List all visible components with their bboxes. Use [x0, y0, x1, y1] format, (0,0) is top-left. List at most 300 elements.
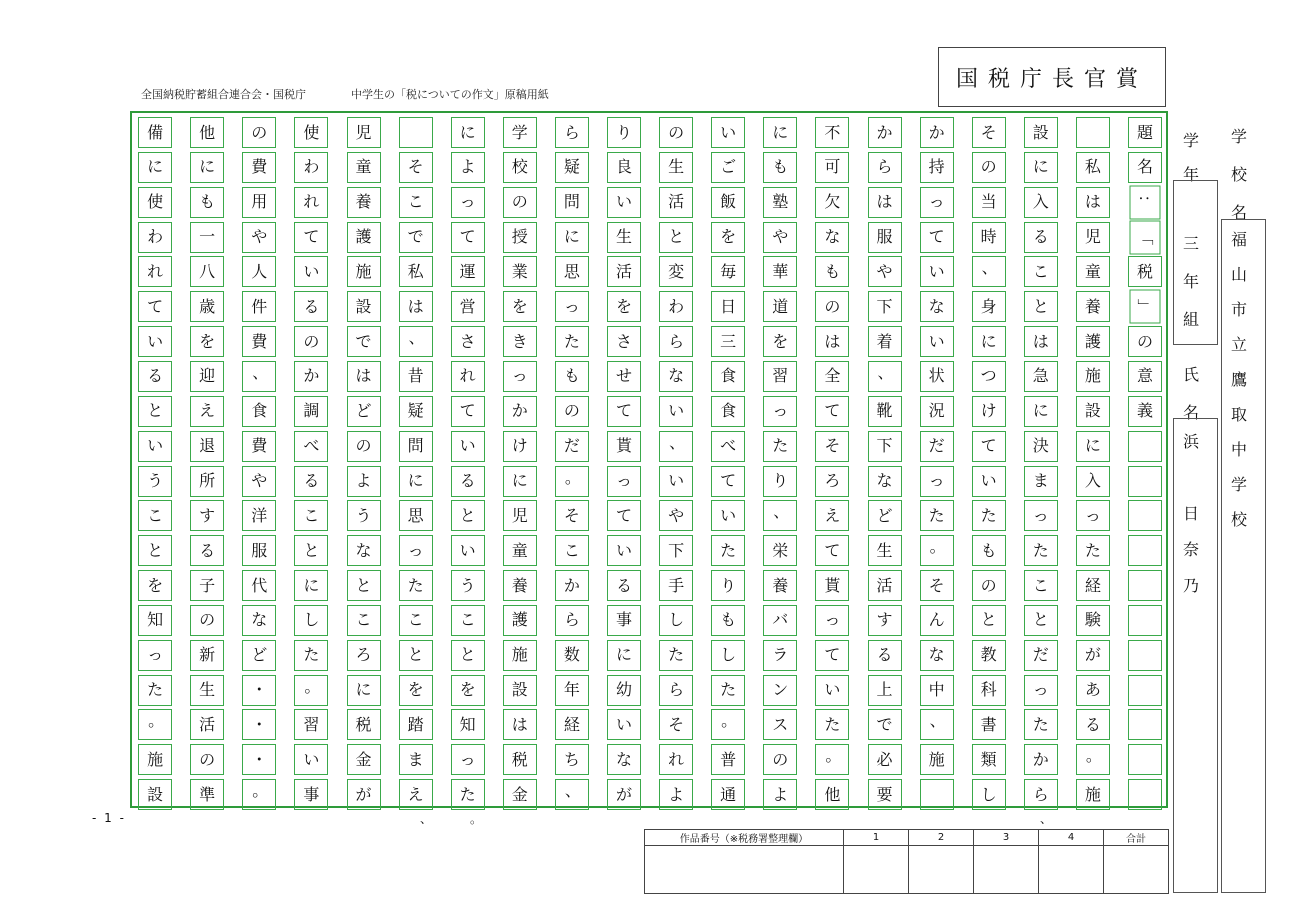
manuscript-cell: 華: [763, 256, 797, 287]
manuscript-cell: バ: [763, 605, 797, 636]
manuscript-cell: 、: [972, 256, 1006, 287]
manuscript-cell: た: [972, 500, 1006, 531]
manuscript-cell: 思: [399, 500, 433, 531]
manuscript-cell: 意: [1128, 361, 1162, 392]
organizer-text: 全国納税貯蓄組合連合会・国税庁: [141, 88, 306, 101]
manuscript-cell: 一: [190, 222, 224, 253]
manuscript-cell: っ: [920, 466, 954, 497]
manuscript-cell: る: [294, 466, 328, 497]
manuscript-cell: 服: [868, 222, 902, 253]
manuscript-cell: っ: [399, 535, 433, 566]
manuscript-cell: 養: [763, 570, 797, 601]
manuscript-cell: に: [1024, 152, 1058, 183]
manuscript-cell: さ: [451, 326, 485, 357]
manuscript-cell: た: [659, 640, 693, 671]
page-number: - 1 -: [92, 811, 126, 825]
manuscript-cell: 設: [1076, 396, 1110, 427]
manuscript-cell: う: [138, 466, 172, 497]
manuscript-cell: つ: [972, 361, 1006, 392]
manuscript-cell: 。: [920, 535, 954, 566]
manuscript-cell: 経: [555, 709, 589, 740]
manuscript-cell: と: [451, 640, 485, 671]
manuscript-cell: [920, 779, 954, 810]
manuscript-cell: 営: [451, 291, 485, 322]
manuscript-cell: そ: [399, 152, 433, 183]
manuscript-cell: 施: [503, 640, 537, 671]
vertical-char: 校: [1230, 510, 1247, 529]
manuscript-cell: [1128, 744, 1162, 775]
manuscript-cell: や: [659, 500, 693, 531]
manuscript-cell: せ: [607, 361, 641, 392]
manuscript-cell: 、: [920, 709, 954, 740]
vertical-char: 福: [1230, 230, 1247, 249]
manuscript-cell: や: [868, 256, 902, 287]
manuscript-cell: そ: [815, 431, 849, 462]
manuscript-cell: な: [347, 535, 381, 566]
manuscript-cell: ら: [659, 675, 693, 706]
manuscript-cell: 活: [190, 709, 224, 740]
manuscript-cell: ら: [555, 117, 589, 148]
manuscript-cell: 知: [451, 709, 485, 740]
manuscript-cell: [1128, 500, 1162, 531]
manuscript-cell: か: [294, 361, 328, 392]
manuscript-cell: っ: [451, 744, 485, 775]
manuscript-cell: そ: [972, 117, 1006, 148]
manuscript-cell: い: [711, 117, 745, 148]
manuscript-cell: 、: [399, 326, 433, 357]
manuscript-cell: れ: [138, 256, 172, 287]
manuscript-cell: [399, 117, 433, 148]
manuscript-cell: っ: [920, 187, 954, 218]
manuscript-cell: ま: [399, 744, 433, 775]
manuscript-cell: 道: [763, 291, 797, 322]
manuscript-cell: て: [607, 500, 641, 531]
manuscript-cell: 私: [399, 256, 433, 287]
manuscript-cell: 施: [347, 256, 381, 287]
manuscript-cell: 備: [138, 117, 172, 148]
manuscript-cell: 用: [242, 187, 276, 218]
manuscript-cell: は: [1024, 326, 1058, 357]
manuscript-cell: そ: [555, 500, 589, 531]
manuscript-cell: っ: [1024, 675, 1058, 706]
manuscript-cell: れ: [294, 187, 328, 218]
manuscript-cell: 手: [659, 570, 693, 601]
manuscript-cell: は: [503, 709, 537, 740]
manuscript-cell: 金: [503, 779, 537, 810]
manuscript-cell: 状: [920, 361, 954, 392]
manuscript-cell: 歳: [190, 291, 224, 322]
manuscript-cell: 問: [399, 431, 433, 462]
vertical-char: 学: [1182, 131, 1199, 150]
manuscript-cell: 使: [294, 117, 328, 148]
manuscript-cell: 塾: [763, 187, 797, 218]
manuscript-grid: [130, 111, 1168, 808]
manuscript-cell: に: [138, 152, 172, 183]
manuscript-cell: 疑: [555, 152, 589, 183]
manuscript-cell: 活: [659, 187, 693, 218]
manuscript-cell: 昔: [399, 361, 433, 392]
manuscript-cell: の: [659, 117, 693, 148]
stray-comma-2: 、: [1040, 812, 1053, 826]
manuscript-cell: 退: [190, 431, 224, 462]
manuscript-cell: 必: [868, 744, 902, 775]
manuscript-cell: 。: [138, 709, 172, 740]
manuscript-cell: て: [815, 535, 849, 566]
manuscript-cell: 設: [1024, 117, 1058, 148]
manuscript-cell: 生: [607, 222, 641, 253]
manuscript-cell: 入: [1076, 466, 1110, 497]
manuscript-cell: す: [190, 500, 224, 531]
manuscript-cell: か: [555, 570, 589, 601]
manuscript-cell: こ: [138, 500, 172, 531]
manuscript-cell: の: [242, 117, 276, 148]
manuscript-cell: に: [607, 640, 641, 671]
manuscript-cell: あ: [1076, 675, 1110, 706]
manuscript-cell: 時: [972, 222, 1006, 253]
manuscript-cell: れ: [659, 744, 693, 775]
manuscript-cell: い: [815, 675, 849, 706]
manuscript-cell: た: [1024, 709, 1058, 740]
vertical-char: 学: [1230, 475, 1247, 494]
manuscript-cell: た: [711, 535, 745, 566]
manuscript-cell: ろ: [347, 640, 381, 671]
manuscript-cell: し: [972, 779, 1006, 810]
manuscript-cell: を: [399, 675, 433, 706]
manuscript-cell: た: [451, 779, 485, 810]
manuscript-cell: 数: [555, 640, 589, 671]
manuscript-cell: と: [451, 500, 485, 531]
manuscript-cell: け: [503, 431, 537, 462]
manuscript-cell: 。: [555, 466, 589, 497]
manuscript-cell: る: [190, 535, 224, 566]
score-header-1: 1: [844, 830, 909, 846]
manuscript-cell: て: [815, 396, 849, 427]
manuscript-cell: の: [972, 152, 1006, 183]
manuscript-cell: を: [607, 291, 641, 322]
award-box: 国税庁長官賞: [938, 47, 1166, 107]
manuscript-cell: さ: [607, 326, 641, 357]
manuscript-cell: え: [815, 500, 849, 531]
manuscript-cell: い: [607, 187, 641, 218]
manuscript-cell: 。: [1076, 744, 1110, 775]
manuscript-cell: 税: [347, 709, 381, 740]
manuscript-cell: [1128, 570, 1162, 601]
manuscript-cell: と: [1024, 605, 1058, 636]
manuscript-cell: 通: [711, 779, 745, 810]
score-header-3: 3: [974, 830, 1039, 846]
manuscript-cell: 業: [503, 256, 537, 287]
vertical-char: 氏: [1182, 365, 1199, 384]
manuscript-cell: い: [972, 466, 1006, 497]
manuscript-cell: れ: [451, 361, 485, 392]
manuscript-cell: 要: [868, 779, 902, 810]
manuscript-cell: や: [242, 466, 276, 497]
manuscript-cell: い: [451, 535, 485, 566]
manuscript-cell: [1128, 779, 1162, 810]
manuscript-cell: っ: [1076, 500, 1110, 531]
score-header-2: 2: [909, 830, 974, 846]
manuscript-cell: て: [294, 222, 328, 253]
manuscript-cell: た: [399, 570, 433, 601]
manuscript-cell: 。: [242, 779, 276, 810]
manuscript-cell: い: [451, 431, 485, 462]
manuscript-cell: た: [1024, 535, 1058, 566]
manuscript-cell: る: [451, 466, 485, 497]
manuscript-cell: が: [607, 779, 641, 810]
vertical-char: 学: [1230, 127, 1247, 146]
manuscript-cell: 護: [1076, 326, 1110, 357]
manuscript-cell: い: [607, 535, 641, 566]
manuscript-cell: に: [555, 222, 589, 253]
manuscript-cell: 代: [242, 570, 276, 601]
manuscript-cell: の: [190, 744, 224, 775]
manuscript-cell: の: [503, 187, 537, 218]
manuscript-cell: に: [399, 466, 433, 497]
manuscript-cell: な: [868, 466, 902, 497]
manuscript-cell: な: [920, 640, 954, 671]
manuscript-cell: 所: [190, 466, 224, 497]
manuscript-cell: ら: [868, 152, 902, 183]
manuscript-cell: 服: [242, 535, 276, 566]
manuscript-cell: 。: [711, 709, 745, 740]
manuscript-cell: 踏: [399, 709, 433, 740]
manuscript-cell: 、: [659, 431, 693, 462]
manuscript-cell: の: [190, 605, 224, 636]
manuscript-cell: 食: [711, 396, 745, 427]
grade-value: [1181, 225, 1201, 339]
manuscript-cell: を: [503, 291, 537, 322]
vertical-char: 校: [1230, 165, 1247, 184]
manuscript-cell: っ: [503, 361, 537, 392]
manuscript-cell: 活: [868, 570, 902, 601]
manuscript-cell: た: [138, 675, 172, 706]
manuscript-cell: っ: [555, 291, 589, 322]
manuscript-cell: [1128, 709, 1162, 740]
manuscript-cell: ・: [242, 709, 276, 740]
manuscript-cell: の: [347, 431, 381, 462]
score-cell-3: [974, 846, 1039, 894]
manuscript-cell: 年: [555, 675, 589, 706]
manuscript-cell: こ: [1024, 256, 1058, 287]
manuscript-cell: わ: [138, 222, 172, 253]
manuscript-cell: 児: [347, 117, 381, 148]
manuscript-cell: て: [451, 222, 485, 253]
manuscript-cell: 中: [920, 675, 954, 706]
manuscript-cell: だ: [1024, 640, 1058, 671]
vertical-char: 取: [1230, 405, 1247, 424]
score-header-total: 合計: [1104, 830, 1169, 846]
manuscript-cell: わ: [659, 291, 693, 322]
manuscript-cell: は: [347, 361, 381, 392]
manuscript-cell: も: [815, 256, 849, 287]
vertical-char: 名: [1230, 203, 1247, 222]
manuscript-cell: た: [711, 675, 745, 706]
manuscript-cell: 護: [503, 605, 537, 636]
manuscript-cell: こ: [399, 605, 433, 636]
manuscript-cell: と: [294, 535, 328, 566]
manuscript-cell: を: [711, 222, 745, 253]
manuscript-cell: [1128, 466, 1162, 497]
manuscript-cell: 税: [503, 744, 537, 775]
manuscript-cell: 身: [972, 291, 1006, 322]
manuscript-cell: [1128, 640, 1162, 671]
manuscript-cell: ど: [242, 640, 276, 671]
score-cell-1: [844, 846, 909, 894]
manuscript-cell: し: [659, 605, 693, 636]
vertical-char: 山: [1230, 265, 1247, 284]
manuscript-cell: 変: [659, 256, 693, 287]
manuscript-cell: で: [347, 326, 381, 357]
manuscript-cell: は: [815, 326, 849, 357]
manuscript-cell: な: [242, 605, 276, 636]
manuscript-cell: の: [763, 744, 797, 775]
manuscript-cell: [1128, 431, 1162, 462]
manuscript-cell: 準: [190, 779, 224, 810]
manuscript-cell: ま: [1024, 466, 1058, 497]
manuscript-cell: 、: [242, 361, 276, 392]
manuscript-cell: と: [1024, 291, 1058, 322]
manuscript-cell: 当: [972, 187, 1006, 218]
manuscript-cell: り: [607, 117, 641, 148]
manuscript-cell: べ: [294, 431, 328, 462]
manuscript-cell: か: [503, 396, 537, 427]
manuscript-cell: い: [138, 326, 172, 357]
manuscript-cell: っ: [763, 396, 797, 427]
manuscript-cell: と: [138, 396, 172, 427]
manuscript-cell: 題: [1128, 117, 1162, 148]
manuscript-cell: て: [607, 396, 641, 427]
manuscript-cell: と: [399, 640, 433, 671]
vertical-char: 乃: [1182, 576, 1199, 595]
manuscript-cell: っ: [815, 605, 849, 636]
name-value: [1181, 424, 1201, 604]
manuscript-cell: る: [138, 361, 172, 392]
manuscript-cell: に: [1024, 396, 1058, 427]
manuscript-cell: よ: [451, 152, 485, 183]
vertical-char: 市: [1230, 300, 1247, 319]
manuscript-cell: た: [763, 431, 797, 462]
manuscript-cell: う: [451, 570, 485, 601]
manuscript-cell: ・: [242, 675, 276, 706]
manuscript-cell: い: [607, 709, 641, 740]
manuscript-cell: 新: [190, 640, 224, 671]
manuscript-cell: 幼: [607, 675, 641, 706]
manuscript-cell: は: [399, 291, 433, 322]
manuscript-cell: ち: [555, 744, 589, 775]
manuscript-cell: け: [972, 396, 1006, 427]
manuscript-cell: 児: [1076, 222, 1110, 253]
manuscript-cell: 科: [972, 675, 1006, 706]
score-cell-total: [1104, 846, 1169, 894]
manuscript-cell: 食: [711, 361, 745, 392]
vertical-char: 三: [1182, 234, 1199, 253]
manuscript-cell: 件: [242, 291, 276, 322]
manuscript-cell: よ: [763, 779, 797, 810]
manuscript-cell: か: [920, 117, 954, 148]
manuscript-cell: 施: [1076, 779, 1110, 810]
manuscript-cell: 良: [607, 152, 641, 183]
manuscript-cell: 学: [503, 117, 537, 148]
manuscript-cell: で: [399, 222, 433, 253]
manuscript-cell: 生: [659, 152, 693, 183]
manuscript-cell: て: [972, 431, 1006, 462]
manuscript-cell: て: [920, 222, 954, 253]
stray-period: 。: [470, 812, 483, 826]
manuscript-cell: 授: [503, 222, 537, 253]
manuscript-cell: て: [138, 291, 172, 322]
manuscript-cell: の: [555, 396, 589, 427]
manuscript-cell: て: [815, 640, 849, 671]
manuscript-cell: と: [138, 535, 172, 566]
manuscript-cell: は: [868, 187, 902, 218]
manuscript-cell: に: [451, 117, 485, 148]
manuscript-cell: っ: [607, 466, 641, 497]
manuscript-cell: を: [763, 326, 797, 357]
manuscript-cell: い: [294, 744, 328, 775]
manuscript-cell: か: [1024, 744, 1058, 775]
manuscript-cell: の: [815, 291, 849, 322]
manuscript-cell: こ: [555, 535, 589, 566]
manuscript-cell: ら: [1024, 779, 1058, 810]
manuscript-cell: 貰: [815, 570, 849, 601]
manuscript-cell: も: [711, 605, 745, 636]
manuscript-cell: [1128, 535, 1162, 566]
manuscript-cell: 習: [763, 361, 797, 392]
manuscript-cell: 費: [242, 431, 276, 462]
manuscript-cell: し: [294, 605, 328, 636]
manuscript-cell: よ: [347, 466, 381, 497]
manuscript-cell: [1128, 605, 1162, 636]
manuscript-cell: え: [399, 779, 433, 810]
manuscript-cell: た: [920, 500, 954, 531]
manuscript-cell: 設: [503, 675, 537, 706]
score-cell-4: [1039, 846, 1104, 894]
manuscript-cell: か: [868, 117, 902, 148]
manuscript-cell: 可: [815, 152, 849, 183]
manuscript-cell: 義: [1128, 396, 1162, 427]
manuscript-cell: 不: [815, 117, 849, 148]
manuscript-cell: る: [1076, 709, 1110, 740]
manuscript-cell: 児: [503, 500, 537, 531]
manuscript-cell: 験: [1076, 605, 1110, 636]
manuscript-cell: ・: [242, 744, 276, 775]
manuscript-cell: ン: [763, 675, 797, 706]
manuscript-cell: 、: [868, 361, 902, 392]
manuscript-cell: 生: [190, 675, 224, 706]
manuscript-cell: り: [711, 570, 745, 601]
manuscript-cell: な: [607, 744, 641, 775]
score-header-id: 作品番号（※税務署整理欄）: [645, 830, 844, 846]
manuscript-cell: す: [868, 605, 902, 636]
manuscript-cell: 調: [294, 396, 328, 427]
vertical-char: 奈: [1182, 540, 1199, 559]
manuscript-cell: ：: [1130, 185, 1161, 219]
manuscript-cell: そ: [920, 570, 954, 601]
manuscript-cell: 護: [347, 222, 381, 253]
vertical-char: 名: [1182, 403, 1199, 422]
vertical-char: 鷹: [1230, 370, 1247, 389]
manuscript-cell: い: [138, 431, 172, 462]
manuscript-cell: 決: [1024, 431, 1058, 462]
manuscript-cell: 持: [920, 152, 954, 183]
manuscript-cell: 施: [920, 744, 954, 775]
vertical-char: 年: [1182, 272, 1199, 291]
manuscript-cell: 金: [347, 744, 381, 775]
manuscript-cell: も: [972, 535, 1006, 566]
manuscript-cell: 経: [1076, 570, 1110, 601]
manuscript-cell: 。: [815, 744, 849, 775]
manuscript-cell: ら: [555, 605, 589, 636]
